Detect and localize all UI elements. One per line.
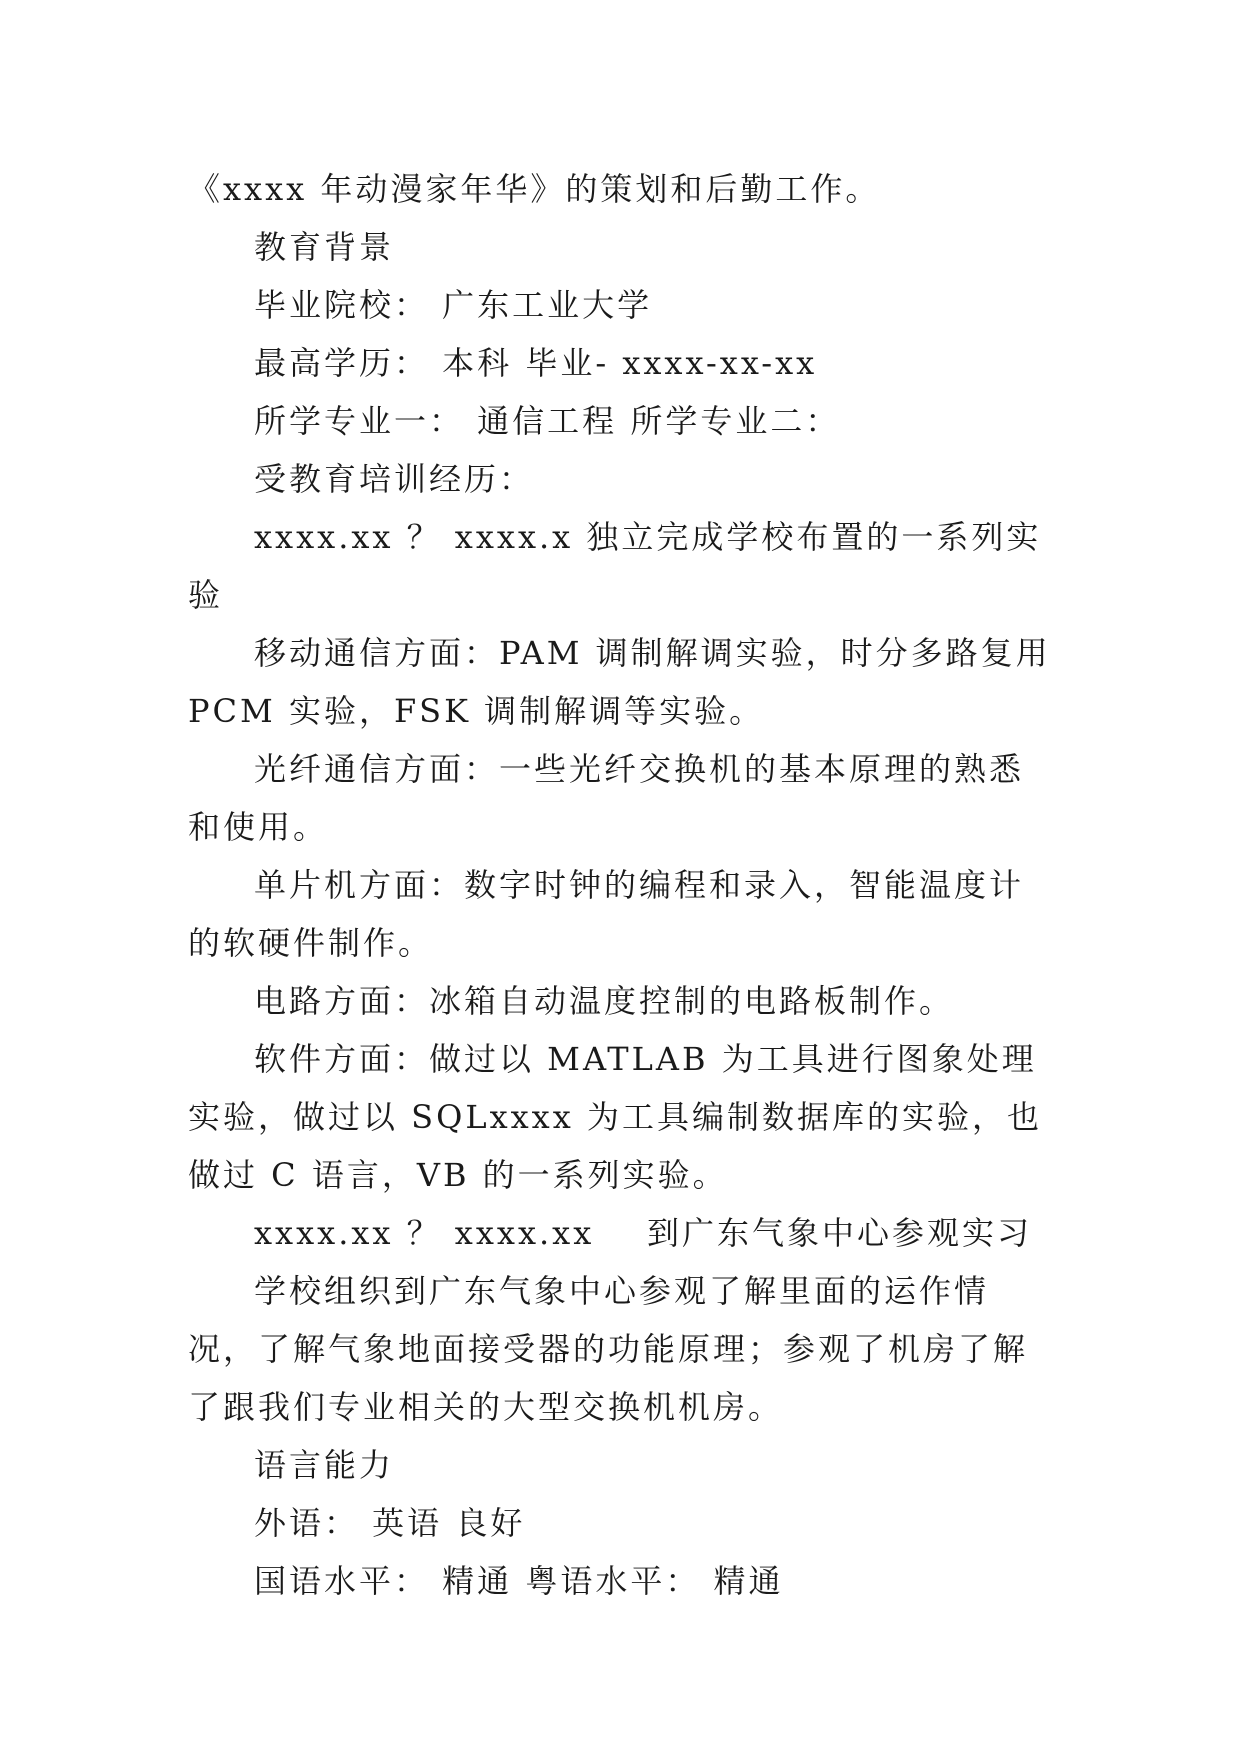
document-body [188,160,1064,1610]
paragraph-event-planning: 《xxxx 年动漫家年华》的策划和后勤工作。 [188,170,881,208]
paragraph-software: 软件方面：做过以 MATLAB 为工具进行图象处理实验，做过以 SQLxxxx 为工具编制数据库的实验，也做过 C 语言，VB 的一系列实验。 [188,1040,1042,1194]
paragraph-mobile-communication: 移动通信方面：PAM 调制解调实验，时分多路复用 PCM 实验，FSK 调制解调等实验。 [188,634,1064,730]
paragraph-school-experiments: xxxx.xx ？ xxxx.x 独立完成学校布置的一系列实验 [188,518,1042,614]
paragraph-training-history: 受教育培训经历： [254,460,535,498]
heading-language-ability: 语言能力 [254,1446,395,1484]
paragraph-internship-details: 学校组织到广东气象中心参观了解里面的运作情况，了解气象地面接受器的功能原理；参观了机房了解了跟我们专业相关的大型交换机机房。 [188,1272,1029,1426]
heading-education-background: 教育背景 [254,228,395,266]
paragraph-majors: 所学专业一： 通信工程 所学专业二： [254,402,841,440]
paragraph-highest-degree: 最高学历： 本科 毕业- xxxx-xx-xx [254,344,818,382]
paragraph-foreign-language: 外语： 英语 良好 [254,1504,526,1542]
paragraph-microcontroller: 单片机方面：数字时钟的编程和录入，智能温度计的软硬件制作。 [188,866,1025,962]
paragraph-circuits: 电路方面：冰箱自动温度控制的电路板制作。 [254,982,955,1020]
paragraph-mandarin-cantonese: 国语水平： 精通 粤语水平： 精通 [254,1562,784,1600]
paragraph-weather-center-internship: xxxx.xx ？ xxxx.xx 到广东气象中心参观实习 [254,1214,1032,1252]
paragraph-fiber-communication: 光纤通信方面：一些光纤交换机的基本原理的熟悉和使用。 [188,750,1025,846]
paragraph-graduated-school: 毕业院校： 广东工业大学 [254,286,653,324]
